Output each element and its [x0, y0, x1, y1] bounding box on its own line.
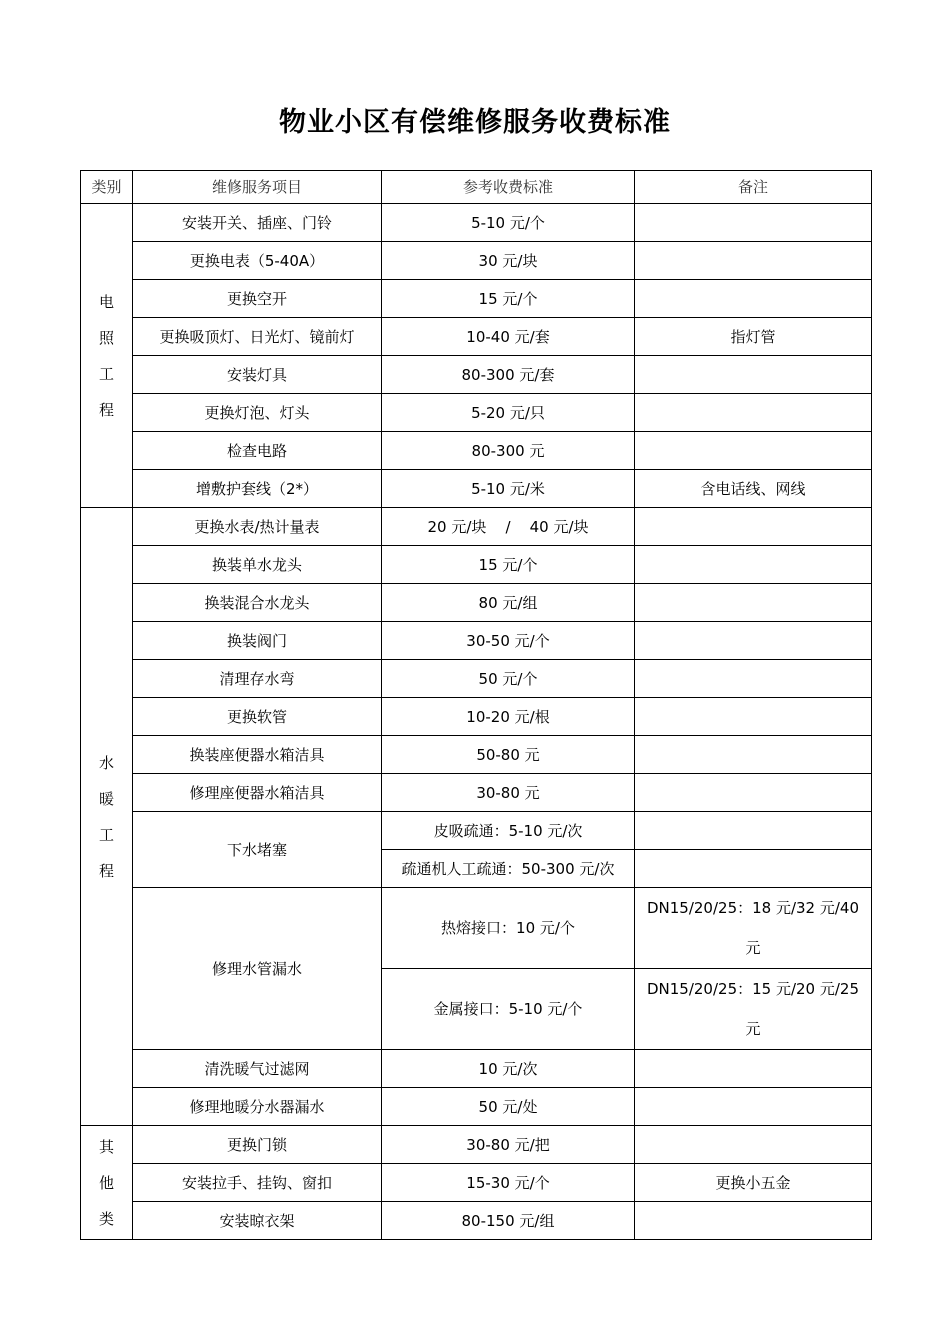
note-value [635, 1050, 872, 1088]
fee-value: 10-40 元/套 [382, 318, 635, 356]
fee-value: 疏通机人工疏通：50-300 元/次 [382, 850, 635, 888]
fee-value: 5-10 元/米 [382, 470, 635, 508]
service-item: 清洗暖气过滤网 [133, 1050, 382, 1088]
service-item: 修理水管漏水 [133, 888, 382, 1050]
service-item: 更换空开 [133, 280, 382, 318]
service-item: 换装阀门 [133, 622, 382, 660]
fee-value: 20 元/块 / 40 元/块 [382, 508, 635, 546]
service-item: 更换电表（5-40A） [133, 242, 382, 280]
fee-value: 30-80 元/把 [382, 1126, 635, 1164]
note-value: DN15/20/25：18 元/32 元/40 元 [635, 888, 872, 969]
fee-value: 80-150 元/组 [382, 1202, 635, 1240]
note-value: 更换小五金 [635, 1164, 872, 1202]
table-row [81, 204, 872, 242]
table-row [81, 394, 872, 432]
table-row [81, 1202, 872, 1240]
service-item: 增敷护套线（2*） [133, 470, 382, 508]
note-value [635, 280, 872, 318]
table-row [81, 1164, 872, 1202]
table-row [81, 736, 872, 774]
table-row [81, 508, 872, 546]
service-item: 安装拉手、挂钩、窗扣 [133, 1164, 382, 1202]
note-value [635, 356, 872, 394]
category-other: 其 他 类 [81, 1126, 133, 1240]
fee-value: 50 元/个 [382, 660, 635, 698]
table-row [81, 698, 872, 736]
note-value: 指灯管 [635, 318, 872, 356]
table-row [81, 888, 872, 969]
service-item: 更换水表/热计量表 [133, 508, 382, 546]
fee-value: 30-50 元/个 [382, 622, 635, 660]
header-service-item: 维修服务项目 [133, 171, 382, 204]
table-row [81, 470, 872, 508]
service-item: 更换吸顶灯、日光灯、镜前灯 [133, 318, 382, 356]
table-row [81, 1088, 872, 1126]
service-item: 下水堵塞 [133, 812, 382, 888]
fee-table [80, 170, 872, 1240]
table-row [81, 1126, 872, 1164]
fee-value: 50-80 元 [382, 736, 635, 774]
note-value [635, 1202, 872, 1240]
fee-value: 热熔接口：10 元/个 [382, 888, 635, 969]
table-row [81, 242, 872, 280]
header-note: 备注 [635, 171, 872, 204]
note-value [635, 394, 872, 432]
note-value [635, 812, 872, 850]
service-item: 更换灯泡、灯头 [133, 394, 382, 432]
note-value [635, 850, 872, 888]
note-value: 含电话线、网线 [635, 470, 872, 508]
note-value [635, 432, 872, 470]
fee-value: 10-20 元/根 [382, 698, 635, 736]
service-item: 修理地暖分水器漏水 [133, 1088, 382, 1126]
table-row [81, 280, 872, 318]
table-row [81, 660, 872, 698]
fee-value: 15 元/个 [382, 280, 635, 318]
service-item: 检查电路 [133, 432, 382, 470]
category-plumbing: 水 暖 工 程 [81, 508, 133, 1126]
fee-value: 金属接口：5-10 元/个 [382, 969, 635, 1050]
fee-value: 5-20 元/只 [382, 394, 635, 432]
table-row [81, 812, 872, 850]
fee-value: 15-30 元/个 [382, 1164, 635, 1202]
service-item: 更换门锁 [133, 1126, 382, 1164]
header-fee: 参考收费标准 [382, 171, 635, 204]
note-value [635, 508, 872, 546]
table-row [81, 356, 872, 394]
note-value [635, 242, 872, 280]
service-item: 安装晾衣架 [133, 1202, 382, 1240]
category-electric: 电 照 工 程 [81, 204, 133, 508]
table-row [81, 622, 872, 660]
note-value [635, 204, 872, 242]
fee-value: 15 元/个 [382, 546, 635, 584]
table-row [81, 1050, 872, 1088]
table-row [81, 546, 872, 584]
table-row [81, 774, 872, 812]
note-value [635, 736, 872, 774]
table-row [81, 318, 872, 356]
fee-value: 30-80 元 [382, 774, 635, 812]
page-title: 物业小区有偿维修服务收费标准 [279, 107, 671, 138]
service-item: 更换软管 [133, 698, 382, 736]
note-value [635, 774, 872, 812]
note-value [635, 584, 872, 622]
service-item: 安装开关、插座、门铃 [133, 204, 382, 242]
fee-value: 80-300 元/套 [382, 356, 635, 394]
note-value [635, 1088, 872, 1126]
note-value [635, 698, 872, 736]
service-item: 换装座便器水箱洁具 [133, 736, 382, 774]
fee-value: 80-300 元 [382, 432, 635, 470]
service-item: 修理座便器水箱洁具 [133, 774, 382, 812]
fee-value: 皮吸疏通：5-10 元/次 [382, 812, 635, 850]
header-category: 类别 [81, 171, 133, 204]
fee-value: 50 元/处 [382, 1088, 635, 1126]
service-item: 清理存水弯 [133, 660, 382, 698]
note-value [635, 1126, 872, 1164]
note-value: DN15/20/25：15 元/20 元/25 元 [635, 969, 872, 1050]
service-item: 换装单水龙头 [133, 546, 382, 584]
fee-value: 30 元/块 [382, 242, 635, 280]
table-row [81, 432, 872, 470]
fee-value: 80 元/组 [382, 584, 635, 622]
table-row [81, 584, 872, 622]
table-header-row [81, 171, 872, 204]
note-value [635, 622, 872, 660]
note-value [635, 546, 872, 584]
service-item: 安装灯具 [133, 356, 382, 394]
fee-value: 5-10 元/个 [382, 204, 635, 242]
fee-value: 10 元/次 [382, 1050, 635, 1088]
note-value [635, 660, 872, 698]
service-item: 换装混合水龙头 [133, 584, 382, 622]
